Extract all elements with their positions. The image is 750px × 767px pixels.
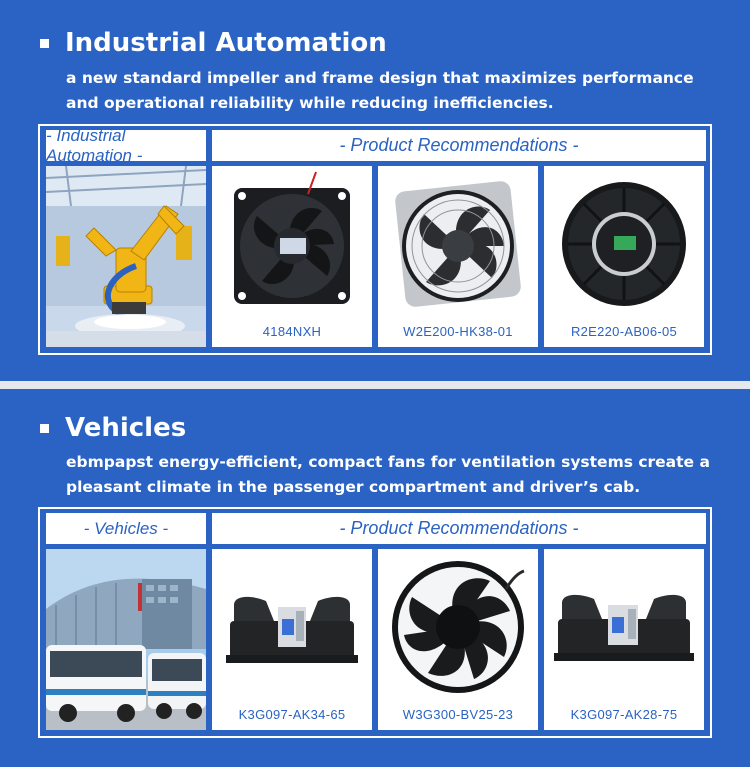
square-frame-fan-icon	[378, 166, 538, 314]
product-name: K3G097-AK34-65	[238, 707, 346, 722]
product-name: W2E200-HK38-01	[403, 324, 513, 339]
product-card[interactable]	[544, 549, 704, 730]
product-card[interactable]	[212, 166, 372, 347]
section-title-text: Industrial Automation	[65, 28, 387, 58]
blower-unit-icon	[212, 549, 372, 697]
bullet-icon	[40, 424, 49, 433]
section-title	[40, 28, 387, 58]
product-recommendations-label: - Product Recommendations -	[212, 130, 706, 161]
round-axial-fan-icon	[378, 549, 538, 697]
section-title-text: Vehicles	[65, 413, 187, 443]
category-label: - Industrial Automation -	[46, 130, 206, 161]
bullet-icon	[40, 39, 49, 48]
industrial-robot-image	[46, 166, 206, 347]
centrifugal-fan-icon	[544, 166, 704, 314]
product-card[interactable]	[378, 549, 538, 730]
product-card[interactable]	[378, 166, 538, 347]
product-card[interactable]	[212, 549, 372, 730]
product-recommendations-label: - Product Recommendations -	[212, 513, 706, 544]
square-axial-fan-icon	[212, 166, 372, 314]
industrial-automation-section	[0, 0, 750, 381]
product-card[interactable]	[544, 166, 704, 347]
product-name: K3G097-AK28-75	[570, 707, 678, 722]
vehicles-section	[0, 389, 750, 767]
product-name: R2E220-AB06-05	[570, 324, 678, 339]
section-description: ebmpapst energy-efficient, compact fans for ventilation systems create a pleasant climate in the passenger compartment and driver’s cab.	[66, 453, 710, 496]
section-description: a new standard impeller and frame design that maximizes performance and operational reliability while reducing inefficiencies.	[66, 69, 694, 112]
section-title	[40, 413, 186, 443]
product-panel	[38, 507, 712, 738]
product-name: W3G300-BV25-23	[402, 707, 514, 722]
category-label: - Vehicles -	[46, 513, 206, 544]
bus-station-image	[46, 549, 206, 730]
product-panel	[38, 124, 712, 355]
blower-unit-icon	[544, 549, 704, 697]
product-name: 4184NXH	[262, 324, 322, 339]
